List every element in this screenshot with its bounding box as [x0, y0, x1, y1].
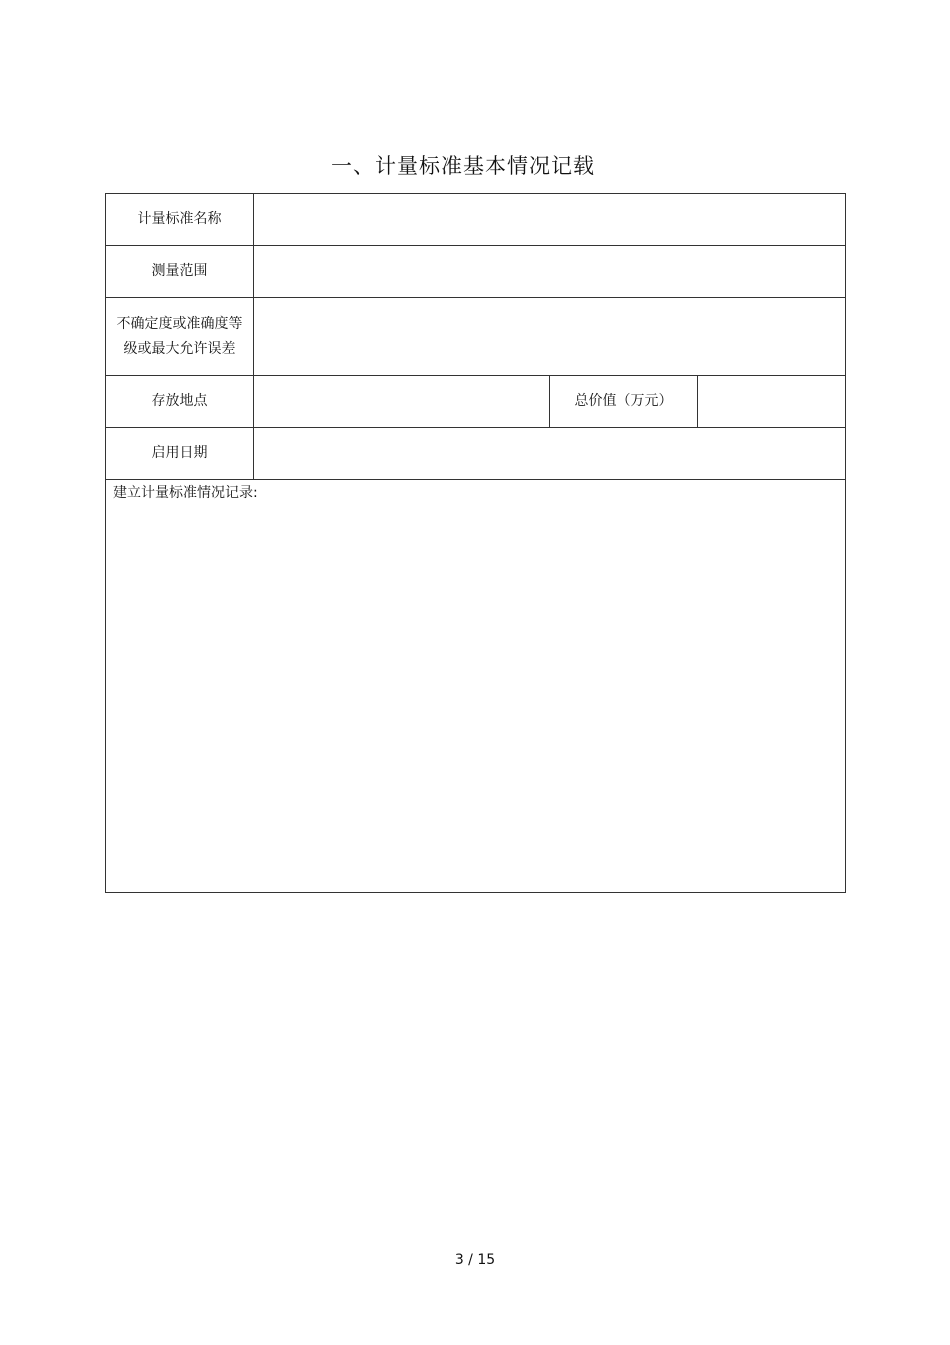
total-value-label: 总价值（万元）	[550, 376, 698, 428]
start-date-label: 启用日期	[106, 428, 254, 480]
establishment-record-label: 建立计量标准情况记录:	[113, 485, 258, 501]
page-number: 3 / 15	[454, 1252, 496, 1268]
start-date-field[interactable]	[254, 428, 846, 480]
standard-name-label: 计量标准名称	[106, 194, 254, 246]
uncertainty-label: 不确定度或准确度等级或最大允许误差	[106, 298, 254, 376]
page-title: 一、计量标准基本情况记载	[331, 154, 595, 178]
standard-info-table	[105, 193, 846, 893]
measuring-range-field[interactable]	[254, 246, 846, 298]
uncertainty-field[interactable]	[254, 298, 846, 376]
table-row	[106, 480, 846, 893]
table-row	[106, 428, 846, 480]
storage-location-label: 存放地点	[106, 376, 254, 428]
table-row	[106, 194, 846, 246]
table-row	[106, 246, 846, 298]
total-value-field[interactable]	[698, 376, 846, 428]
measuring-range-label: 测量范围	[106, 246, 254, 298]
storage-location-field[interactable]	[254, 376, 550, 428]
standard-name-field[interactable]	[254, 194, 846, 246]
table-row	[106, 298, 846, 376]
table-row	[106, 376, 846, 428]
establishment-record-area[interactable]	[106, 480, 846, 893]
